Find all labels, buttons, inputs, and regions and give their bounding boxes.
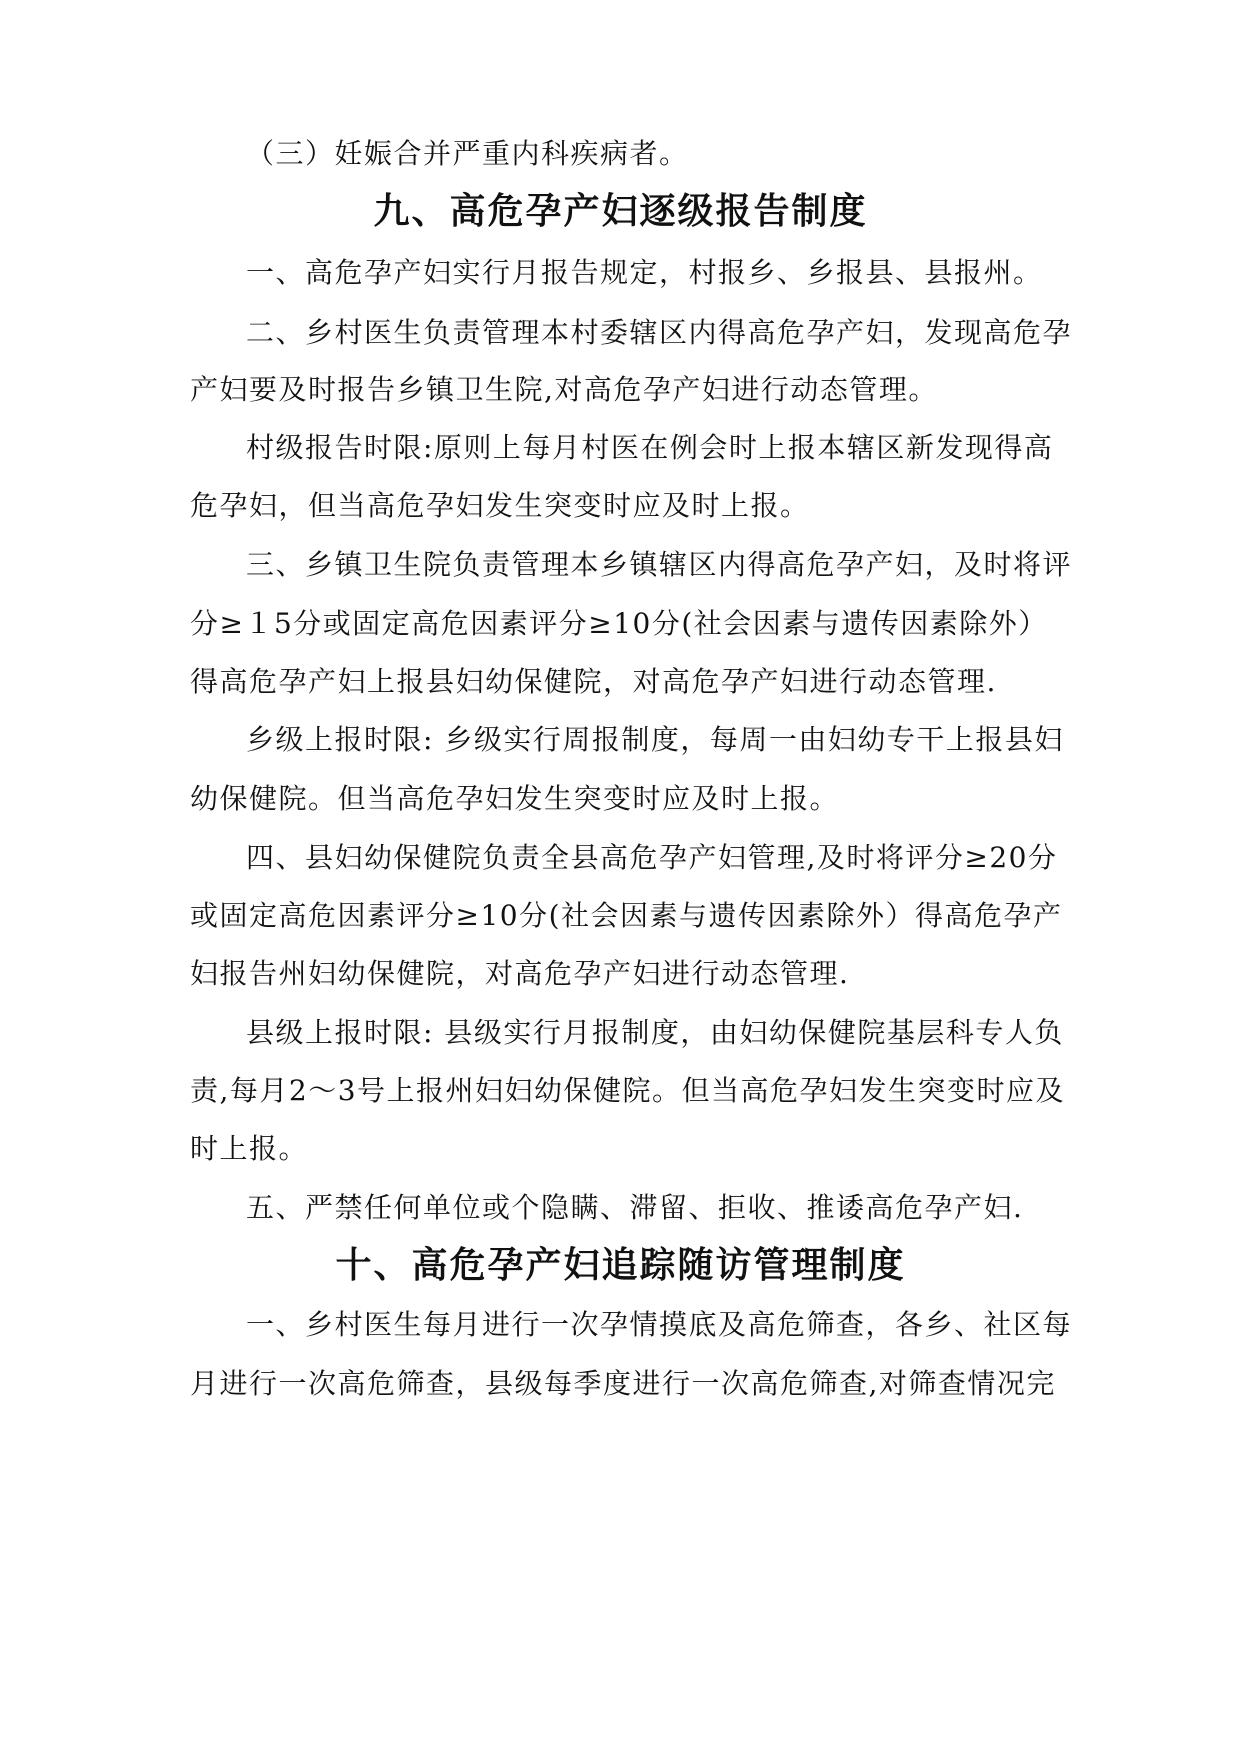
paragraph-line: （三）妊娠合并严重内科疾病者。 bbox=[246, 137, 689, 170]
section-heading-10: 十、高危孕产妇追踪随访管理制度 bbox=[335, 1245, 906, 1286]
paragraph-line: 危孕妇，但当高危孕妇发生突变时应及时上报。 bbox=[190, 489, 810, 522]
paragraph-line: 四、县妇幼保健院负责全县高危孕产妇管理,及时将评分≥20分 bbox=[246, 841, 1058, 874]
paragraph-line: 责,每月2～3号上报州妇妇幼保健院。但当高危孕妇发生突变时应及 bbox=[190, 1074, 1066, 1107]
paragraph-line: 三、乡镇卫生院负责管理本乡镇辖区内得高危孕产妇，及时将评 bbox=[246, 548, 1073, 581]
paragraph-line: 一、高危孕产妇实行月报告规定，村报乡、乡报县、县报州。 bbox=[246, 256, 1043, 289]
paragraph-line: 或固定高危因素评分≥10分(社会因素与遗传因素除外）得高危孕产 bbox=[190, 899, 1063, 932]
paragraph-line: 时上报。 bbox=[190, 1132, 309, 1165]
paragraph-line: 乡级上报时限: 乡级实行周报制度，每周一由妇幼专干上报县妇 bbox=[246, 723, 1064, 756]
paragraph-line: 村级报告时限:原则上每月村医在例会时上报本辖区新发现得高 bbox=[246, 431, 1054, 464]
paragraph-line: 产妇要及时报告乡镇卫生院,对高危孕产妇进行动态管理。 bbox=[190, 373, 938, 406]
paragraph-line: 幼保健院。但当高危孕妇发生突变时应及时上报。 bbox=[190, 782, 840, 815]
paragraph-line: 五、严禁任何单位或个隐瞒、滞留、拒收、推诿高危孕产妇. bbox=[246, 1191, 1024, 1224]
paragraph-line: 一、乡村医生每月进行一次孕情摸底及高危筛查，各乡、社区每 bbox=[246, 1308, 1073, 1341]
paragraph-line: 县级上报时限: 县级实行月报制度，由妇幼保健院基层科专人负 bbox=[246, 1016, 1064, 1049]
paragraph-line: 得高危孕产妇上报县妇幼保健院，对高危孕产妇进行动态管理. bbox=[190, 665, 997, 698]
paragraph-line: 二、乡村医生负责管理本村委辖区内得高危孕产妇，发现高危孕 bbox=[246, 316, 1073, 349]
paragraph-line: 分≥１5分或固定高危因素评分≥10分(社会因素与遗传因素除外） bbox=[190, 607, 1048, 640]
paragraph-line: 妇报告州妇幼保健院，对高危孕产妇进行动态管理. bbox=[190, 957, 850, 990]
paragraph-line: 月进行一次高危筛查，县级每季度进行一次高危筛查,对筛查情况完 bbox=[190, 1367, 1056, 1400]
section-heading-9: 九、高危孕产妇逐级报告制度 bbox=[373, 191, 868, 232]
